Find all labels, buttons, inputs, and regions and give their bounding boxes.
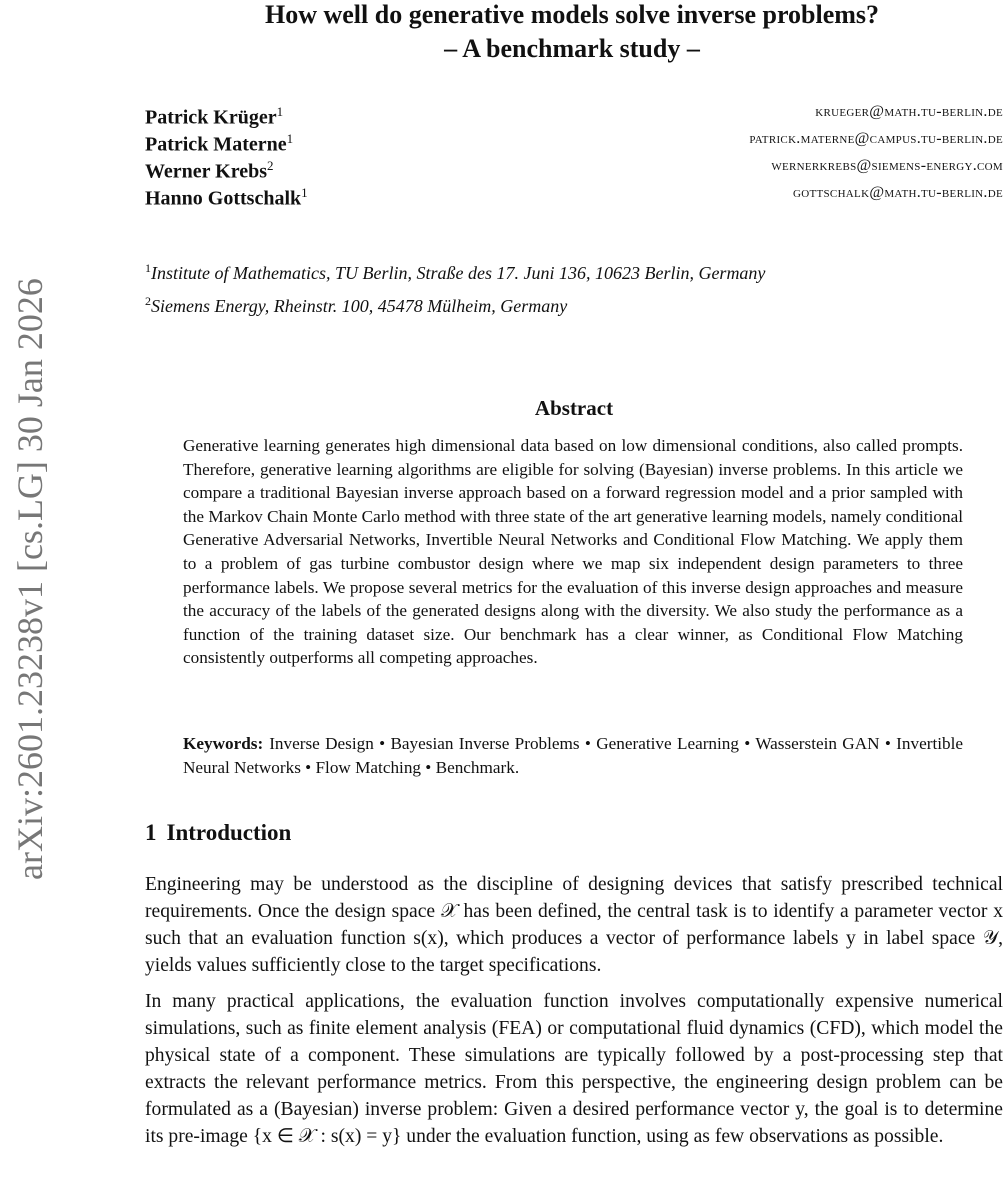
author-row — [145, 179, 1003, 210]
author-row — [145, 152, 1003, 183]
affiliation-mark: 1 — [286, 131, 294, 146]
affiliation: $^1$Institute of Mathematics, TU Berlin, Straße des 17. Juni 136, 10623 Berlin, Germany — [145, 261, 766, 283]
author-email[interactable]: gottschalk@math.tu-berlin.de — [792, 184, 1003, 201]
section-title: Introduction — [166, 820, 292, 845]
paragraph: In many practical applications, the evaluation function involves computationally expensive numerical simulations, such as finite element analysis (FEA) or computational fluid dynamics (CFD), which model the physical state of a component. These simulations are typically followed by a post-processing step that extracts the relevant performance metrics. From this perspective, the engineering design problem can be formulated as a (Bayesian) inverse problem: Given a desired performance vector y, the goal is to determine its pre-image {x ∈ 𝒳 : s(x) = y} under the evaluation function, using as few observations as possible. — [145, 991, 1003, 1147]
author-row — [145, 125, 1003, 156]
title-line-1: How well do generative models solve inverse problems? — [264, 0, 880, 29]
affiliation-mark: 1 — [301, 185, 308, 200]
paper-title — [120, 0, 1003, 66]
author-name: Werner Krebs$^2$ — [145, 158, 274, 183]
abstract-heading: Abstract — [534, 396, 614, 420]
author-row — [145, 98, 1003, 129]
section-heading — [145, 820, 291, 846]
section-number: 1 — [145, 820, 157, 845]
author-name: Patrick Materne$^1$ — [145, 131, 294, 156]
paragraph: Engineering may be understood as the discipline of designing devices that satisfy prescribed technical requirements. Once the design space 𝒳 has been defined, the central task is to identify a parameter vector x such that an evaluation function s(x), which produces a vector of performance labels y in label space 𝒴, yields values sufficiently close to the target specifications. — [145, 874, 1003, 976]
author-name: Patrick Krüger$^1$ — [145, 104, 284, 129]
keywords — [183, 732, 963, 779]
abstract-text: Generative learning generates high dimensional data based on low dimensional conditions, also called prompts. Therefore, generative learning algorithms are eligible for solving (Bayesian) inverse problems. In this article we compare a traditional Bayesian inverse approach based on a forward regression model and a prior sampled with the Markov Chain Monte Carlo method with three state of the art generative learning models, namely conditional Generative Adversarial Networks, Invertible Neural Networks and Conditional Flow Matching. We apply them to a problem of gas turbine combustor design where we map six independent design parameters to three performance labels. We propose several metrics for the evaluation of this inverse design approaches and measure the accuracy of the labels of the generated designs along with the diversity. We also study the performance as a function of the training dataset size. Our benchmark has a clear winner, as Conditional Flow Matching consistently outperforms all competing approaches. — [183, 436, 963, 668]
title-line-2: – A benchmark study – — [444, 34, 700, 63]
arxiv-identifier-stamp: arXiv:2601.23238v1 [cs.LG] 30 Jan 2026 — [10, 278, 50, 880]
author-email[interactable]: krueger@math.tu-berlin.de — [815, 103, 1003, 120]
author-name: Hanno Gottschalk$^1$ — [145, 185, 308, 210]
affiliation: $^2$Siemens Energy, Rheinstr. 100, 45478 Mülheim, Germany — [145, 294, 568, 316]
affiliation-mark: 2 — [267, 158, 274, 173]
author-email[interactable]: patrick.materne@campus.tu-berlin.de — [749, 130, 1003, 147]
author-email[interactable]: wernerkrebs@siemens-energy.com — [771, 157, 1003, 174]
keywords-list: Inverse Design • Bayesian Inverse Problems • Generative Learning • Wasserstein GAN • Invertible Neural Networks • Flow Matching • Benchmark. — [183, 734, 963, 777]
introduction-body — [145, 871, 1003, 1159]
affiliations — [145, 254, 1003, 320]
keywords-label: Keywords: — [183, 734, 264, 753]
author-list — [145, 98, 1003, 210]
affiliation-mark: 1 — [276, 104, 284, 119]
